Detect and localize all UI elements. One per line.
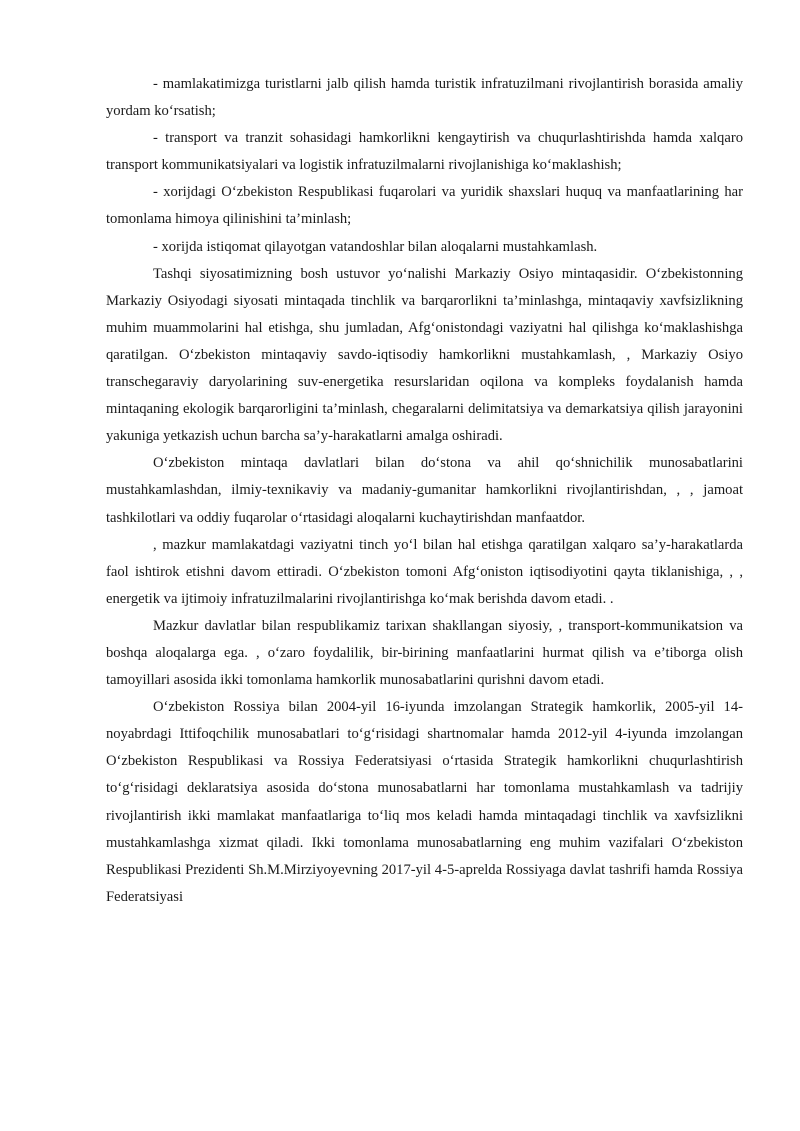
paragraph-citizens-rights: - xorijdagi O‘zbekiston Respublikasi fuqarolari va yuridik shaxslari huquq va manfaatlarining har tomonlama himoya qilinishini ta’minlash; bbox=[106, 184, 743, 228]
document-body bbox=[106, 71, 743, 911]
paragraph-compatriots: - xorijda istiqomat qilayotgan vatandoshlar bilan aloqalarni mustahkamlash. bbox=[153, 238, 598, 255]
paragraph-central-asia: Tashqi siyosatimizning bosh ustuvor yo‘nalishi Markaziy Osiyo mintaqasidir. O‘zbekistonning Markaziy Osiyodagi siyosati mintaqada tinchlik va barqarorlikni ta’minlashga, mintaqaviy xavfsizlikning muhim muammolarini hal etishga, shu jumladan, Afg‘onistondagi vaziyatni hal qilishga ko‘maklashishga qaratilgan. O‘zbekiston mintaqaviy savdo-iqtisodiy hamkorlikni mustahkamlash, , Markaziy Osiyo transchegaraviy daryolarining suv-energetika resurslaridan oqilona va kompleks foydalanish hamda mintaqaning ekologik barqarorligini ta’minlash, chegaralarni delimitatsiya va demarkatsiya qilish jarayonini yakuniga yetkazish uchun barcha sa’y-harakatlarni amalga oshiradi. bbox=[106, 265, 743, 445]
paragraph-tourism: - mamlakatimizga turistlarni jalb qilish hamda turistik infratuzilmani rivojlantirish borasida amaliy yordam ko‘rsatish; bbox=[106, 76, 743, 120]
paragraph-historical-ties: Mazkur davlatlar bilan respublikamiz tarixan shakllangan siyosiy, , transport-kommunikatsion va boshqa aloqalarga ega. , o‘zaro foydalilik, bir-birining manfaatlarini hurmat qilish va e’tiborga olish tamoyillari asosida ikki tomonlama hamkorlik munosabatlarini qurishni davom etadi. bbox=[106, 617, 743, 689]
paragraph-transport: - transport va tranzit sohasidagi hamkorlikni kengaytirish va chuqurlashtirishda hamda xalqaro transport kommunikatsiyalari va logistik infratuzilmalarni rivojlanishiga ko‘maklashish; bbox=[106, 130, 743, 174]
paragraph-afghanistan: , mazkur mamlakatdagi vaziyatni tinch yo‘l bilan hal etishga qaratilgan xalqaro sa’y-harakatlarda faol ishtirok etishni davom ettiradi. O‘zbekiston tomoni Afg‘oniston iqtisodiyotini qayta tiklanishiga, , , energetik va ijtimoiy infratuzilmalarini rivojlantirishga ko‘mak berishda davom etadi. . bbox=[106, 536, 743, 607]
paragraph-neighbors: O‘zbekiston mintaqa davlatlari bilan do‘stona va ahil qo‘shnichilik munosabatlarini mustahkamlashdan, ilmiy-texnikaviy va madaniy-gumanitar hamkorlikni rivojlantirishdan, , , jamoat tashkilotlari va oddiy fuqarolar o‘rtasidagi aloqalarni kuchaytirishdan manfaatdor. bbox=[106, 455, 743, 526]
paragraph-russia: O‘zbekiston Rossiya bilan 2004-yil 16-iyunda imzolangan Strategik hamkorlik, 2005-yil 14-noyabrdagi Ittifoqchilik munosabatlari to‘g‘risidagi shartnomalar hamda 2012-yil 4-iyunda imzolangan O‘zbekiston Respublikasi va Rossiya Federatsiyasi o‘rtasida Strategik hamkorlikni chuqurlashtirish to‘g‘risidagi deklaratsiya asosida do‘stona munosabatlarni har tomonlama mustahkamlash va tadrijiy rivojlantirish ikki mamlakat manfaatlariga to‘liq mos keladi hamda mintaqadagi tinchlik va xavfsizlikni mustahkamlashga xizmat qiladi. Ikki tomonlama munosabatlarning eng muhim vazifalari O‘zbekiston Respublikasi Prezidenti Sh.M.Mirziyoyevning 2017-yil 4-5-aprelda Rossiyaga davlat tashrifi hamda Rossiya Federatsiyasi bbox=[106, 699, 743, 905]
